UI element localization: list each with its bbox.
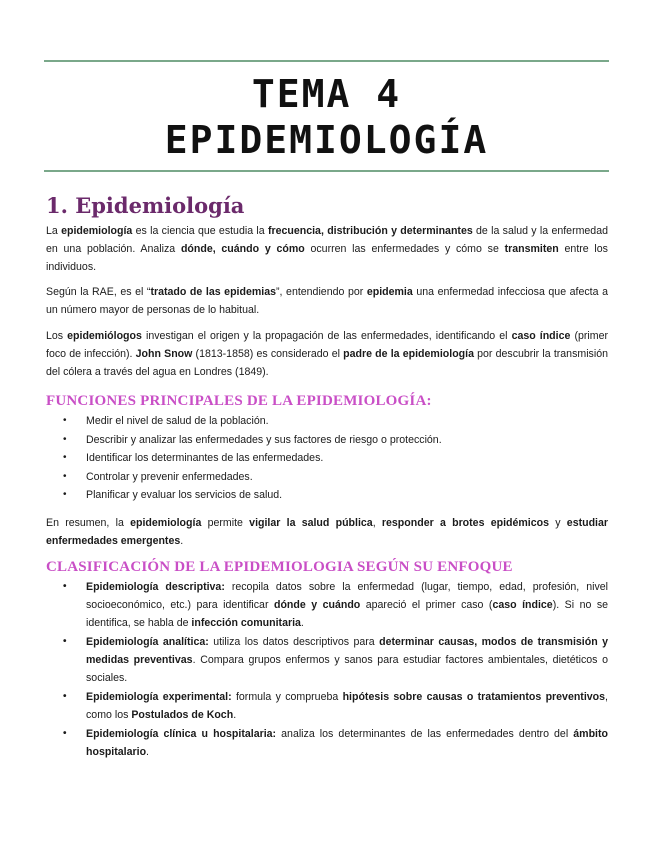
bold-text: estudiar enfermedades emergentes [46, 517, 609, 547]
bold-text: epidemiología [61, 225, 133, 237]
text-run: de la salud y la enfermedad en una población. Analiza [46, 225, 608, 255]
bold-text: responder a brotes epidémicos [381, 517, 549, 529]
text-run: . [233, 709, 237, 721]
bold-text: tratado de las epidemias [150, 286, 276, 298]
bold-text: Epidemiología experimental: [86, 691, 232, 703]
text-run: (1813-1858) es considerado el [192, 348, 344, 360]
text-run: una enfermedad infecciosa que afecta a un número mayor de personas de lo habitual. [46, 286, 608, 316]
paragraph-definition [46, 222, 608, 276]
bold-text: padre de la epidemiología [343, 348, 474, 360]
bold-text: infección comunitaria [191, 617, 301, 629]
bullet-icon: • [63, 636, 67, 647]
text-run: investigan el origen y la propagación de las enfermedades, identificando el [141, 330, 512, 342]
bullet-icon: • [63, 691, 67, 702]
bullet-icon: • [63, 470, 67, 482]
list-item-text: Describir y analizar las enfermedades y sus factores de riesgo o protección. [86, 433, 442, 446]
list-item [46, 412, 608, 431]
functions-list [46, 412, 608, 505]
list-item-text: Controlar y prevenir enfermedades. [86, 470, 253, 483]
title-line-1: TEMA 4 [251, 72, 402, 116]
list-item-text: Planificar y evaluar los servicios de salud. [86, 489, 283, 502]
list-item [46, 688, 608, 724]
bullet-icon: • [63, 452, 67, 464]
text-run: , como los [86, 691, 608, 721]
text-run: utiliza los datos descriptivos para [208, 636, 380, 648]
bullet-icon: • [63, 581, 67, 592]
text-run: apareció el primer caso ( [360, 599, 493, 611]
bold-text: caso índice [511, 330, 571, 342]
text-run: formula y comprueba [231, 691, 343, 703]
functions-heading: FUNCIONES PRINCIPALES DE LA EPIDEMIOLOGÍA: [46, 393, 432, 409]
bold-text: Epidemiología descriptiva: [86, 581, 225, 593]
text-run: ocurren las enfermedades y cómo se [304, 243, 505, 255]
bold-text: Epidemiología clínica u hospitalaria: [86, 728, 277, 740]
text-run: (primer foco de infección). [46, 330, 608, 360]
text-run: . [180, 535, 184, 547]
classification-list [46, 578, 608, 762]
list-item [46, 578, 608, 632]
text-run: , [372, 517, 382, 529]
bold-text: transmiten [504, 243, 559, 255]
bold-text: John Snow [135, 348, 193, 360]
bold-text: frecuencia, distribución y determinantes [267, 225, 473, 237]
bullet-icon: • [63, 415, 67, 426]
text-run: En resumen, la [46, 517, 131, 529]
paragraph-rae [46, 283, 608, 319]
bold-text: Epidemiología analítica: [86, 636, 209, 648]
text-run: analiza los determinantes de las enfermedades dentro del [276, 728, 574, 740]
list-item [46, 431, 608, 450]
text-run: permite [201, 517, 250, 529]
text-run: ”, entendiendo por [276, 286, 367, 298]
bold-text: hipótesis sobre causas o tratamientos preventivos [342, 691, 606, 703]
bullet-icon: • [63, 433, 67, 445]
bold-text: caso índice [492, 599, 553, 611]
bottom-divider [44, 170, 609, 172]
bold-text: determinar causas, modos de transmisión y medidas preventivas [86, 636, 608, 666]
bold-text: epidemiología [130, 517, 202, 529]
bold-text: dónde, cuándo y cómo [180, 243, 305, 255]
text-run: y [549, 517, 567, 529]
bold-text: Postulados de Koch [131, 709, 234, 721]
bold-text: vigilar la salud pública [249, 517, 373, 529]
text-run: . [146, 746, 149, 758]
text-run: Según la RAE, es el “ [46, 286, 151, 298]
paragraph-epidemiologists [46, 327, 608, 381]
title-line-2: EPIDEMIOLOGÍA [164, 118, 489, 162]
list-item [46, 633, 608, 687]
text-run: Los [46, 330, 68, 342]
bullet-icon: • [63, 728, 67, 739]
text-run: es la ciencia que estudia la [132, 225, 268, 237]
list-item-text: Medir el nivel de salud de la población. [86, 415, 269, 427]
section-heading: 1. Epidemiología [46, 193, 245, 218]
list-item [46, 725, 608, 761]
list-item-text [86, 636, 608, 684]
list-item-text [86, 728, 608, 758]
list-item [46, 468, 608, 487]
list-item-text: Identificar los determinantes de las enfermedades. [86, 452, 324, 465]
bold-text: epidemia [366, 286, 413, 298]
text-run: La [46, 225, 62, 237]
text-run: . [300, 617, 304, 629]
paragraph-summary [46, 514, 608, 550]
bold-text: ámbito hospitalario [86, 728, 608, 758]
list-item [46, 486, 608, 505]
bullet-icon: • [63, 489, 67, 501]
list-item [46, 449, 608, 468]
text-run: recopila datos sobre la enfermedad (lugar, tiempo, edad, profesión, nivel socioeconómico, etc.) para identificar [86, 581, 609, 611]
text-run: entre los individuos. [46, 243, 608, 273]
list-item-text [86, 691, 608, 721]
text-run: ). Si no se identifica, se habla de [86, 599, 609, 629]
text-run: . Compara grupos enfermos y sanos para estudiar factores ambientales, dietéticos o sociales. [86, 654, 609, 684]
top-divider [44, 60, 609, 62]
classification-heading: CLASIFICACIÓN DE LA EPIDEMIOLOGIA SEGÚN SU ENFOQUE [46, 559, 513, 575]
list-item-text [86, 581, 608, 629]
bold-text: epidemiólogos [67, 330, 142, 342]
bold-text: dónde y cuándo [273, 599, 361, 611]
text-run: por descubrir la transmisión del cólera a través del agua en Londres (1849). [46, 348, 608, 378]
